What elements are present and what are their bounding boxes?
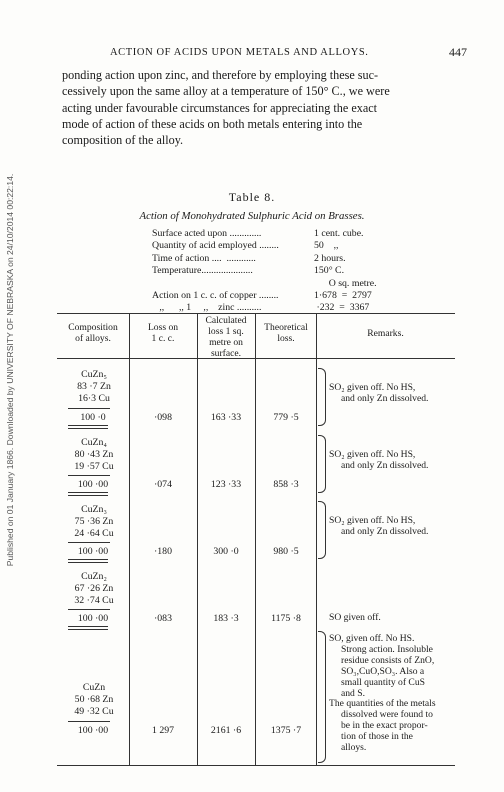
column-divider [255,313,256,765]
remarks-text [329,516,451,538]
paragraph-line: mode of action of these acids on both metals entering into the [62,116,363,131]
header-theoretical: Theoretical loss. [264,322,308,344]
remarks-text [329,450,451,472]
remarks-line: residue consists of ZnO, [341,654,435,666]
parameter-label: Surface acted upon ............. [152,228,262,239]
parameter-value: O sq. metre. [314,277,377,289]
zinc-percent: 75 ·36 Zn [74,516,114,527]
parameter-value: 1 cent. cube. [314,228,364,239]
table-caption: Action of Monohydrated Sulphuric Acid on Brasses. [139,210,365,222]
remarks-line: tion of those in the [341,731,413,743]
remarks-line: SO, given off. No HS. [329,633,415,644]
copper-percent: 49 ·32 Cu [74,706,114,717]
sum-rule [68,721,110,722]
loss-value: ·074 [154,479,172,490]
remarks-line: The quantities of the metals [329,698,436,710]
header-loss: Loss on 1 c. c. [147,322,179,344]
alloy-formula: CuZn₅ [81,369,107,380]
sum-rule [68,609,110,610]
parameter-label: Time of action .... ............ [152,252,256,264]
column-divider [316,313,317,765]
parameter-value: 150° C. [314,265,345,277]
column-divider [129,313,130,765]
calculated-loss-value: 123 ·33 [210,479,242,490]
copper-percent: 32 ·74 Cu [74,595,114,606]
alloy-formula: CuZn₂ [81,571,107,582]
running-head: ACTION OF ACIDS UPON METALS AND ALLOYS. [110,47,369,58]
paragraph-line: cessively upon the same alloy at a temperature of 150° C., we were [62,84,390,99]
theoretical-loss-value: 1375 ·7 [270,725,302,736]
remarks-brace [318,435,326,493]
alloy-formula: CuZn₃ [81,504,107,515]
theoretical-loss-value: 1175 ·8 [271,613,301,624]
remarks-line: SO₂ given off. No HS, [329,515,416,526]
remarks-line: dissolved were found to [341,709,433,721]
total-double-rule [68,492,108,496]
remarks-line: SO₃,CuO,SO₃. Also a [341,665,425,677]
page-number: 447 [449,45,467,59]
composition-total: 100 ·00 [77,546,109,557]
copper-percent: 24 ·64 Cu [74,528,114,539]
total-double-rule [68,559,108,563]
theoretical-loss-value: 779 ·5 [273,412,299,423]
remarks-brace [318,631,326,763]
column-divider [197,313,198,765]
sum-rule [68,542,110,543]
total-double-rule [68,425,108,429]
body-paragraph [62,67,454,148]
zinc-percent: 50 ·68 Zn [74,694,114,705]
loss-value: ·098 [154,412,172,423]
header-remarks: Remarks. [367,328,404,339]
remarks-line: SO given off. [329,612,381,623]
paragraph-line: composition of the alloy. [62,133,184,148]
alloy-formula: CuZn₄ [81,437,107,448]
remarks-brace [318,501,326,559]
total-double-rule [68,626,108,630]
table-bottom-rule [57,765,455,766]
parameter-value: ·232 = 3367 [314,302,370,314]
remarks-text [329,613,451,624]
header-calculated: Calculated loss 1 sq. metre on surface. [205,315,247,359]
remarks-line: Strong action. Insoluble [341,643,433,655]
remarks-line: and only Zn dissolved. [341,392,429,404]
sum-rule [68,408,110,409]
remarks-line: and only Zn dissolved. [341,525,429,537]
parameter-value: 50 ,, [314,240,339,252]
alloy-formula: CuZn [82,682,106,693]
remarks-text [329,634,451,754]
remarks-line: and S. [341,687,365,699]
table-top-rule [57,313,455,314]
margin-note: Published on 01 January 1866. Downloaded by UNIVERSITY OF NEBRASKA on 24/10/2014 00:22:14. [5,173,15,567]
zinc-percent: 83 ·7 Zn [77,381,111,392]
parameter-label: Temperature..................... [152,265,253,277]
table-title: Table 8. [228,190,276,204]
copper-percent: 16·3 Cu [78,393,110,404]
calculated-loss-value: 163 ·33 [210,412,242,423]
composition-total: 100 ·0 [80,412,106,423]
remarks-line: small quantity of CuS [341,676,425,688]
table-header-rule [57,358,455,359]
parameter-label: ,, ,, 1 ,, zinc .......... [152,302,262,314]
remarks-line: alloys. [341,742,367,754]
zinc-percent: 67 ·26 Zn [74,583,114,594]
theoretical-loss-value: 858 ·3 [273,479,299,490]
remarks-line: and only Zn dissolved. [341,459,429,471]
composition-total: 100 ·00 [77,479,109,490]
loss-value: ·180 [154,546,172,557]
header-composition: Composition of alloys. [68,322,118,344]
calculated-loss-value: 2161 ·6 [210,725,242,736]
copper-percent: 19 ·57 Cu [74,461,114,472]
theoretical-loss-value: 980 ·5 [273,546,299,557]
parameter-value: 2 hours. [314,252,346,264]
sum-rule [68,475,110,476]
composition-total: 100 ·00 [77,725,109,736]
calculated-loss-value: 300 ·0 [213,546,239,557]
loss-value: ·083 [154,613,172,624]
paragraph-line: acting under favourable circumstances for appreciating the exact [62,100,378,115]
composition-total: 100 ·00 [77,613,109,624]
calculated-loss-value: 183 ·3 [213,613,239,624]
parameter-label: Quantity of acid employed ........ [152,240,279,252]
remarks-line: be in the exact propor- [341,720,428,732]
remarks-line: SO₂ given off. No HS, [329,449,416,460]
zinc-percent: 80 ·43 Zn [74,449,114,460]
paragraph-line: ponding action upon zinc, and therefore by employing these suc- [62,68,379,82]
loss-value: 1 297 [151,725,175,736]
parameter-value: 1·678 = 2797 [314,289,372,301]
remarks-line: SO₂ given off. No HS, [329,382,416,393]
remarks-brace [318,368,326,426]
parameter-label: Action on 1 c. c. of copper ........ [152,289,279,301]
remarks-text [329,383,451,405]
